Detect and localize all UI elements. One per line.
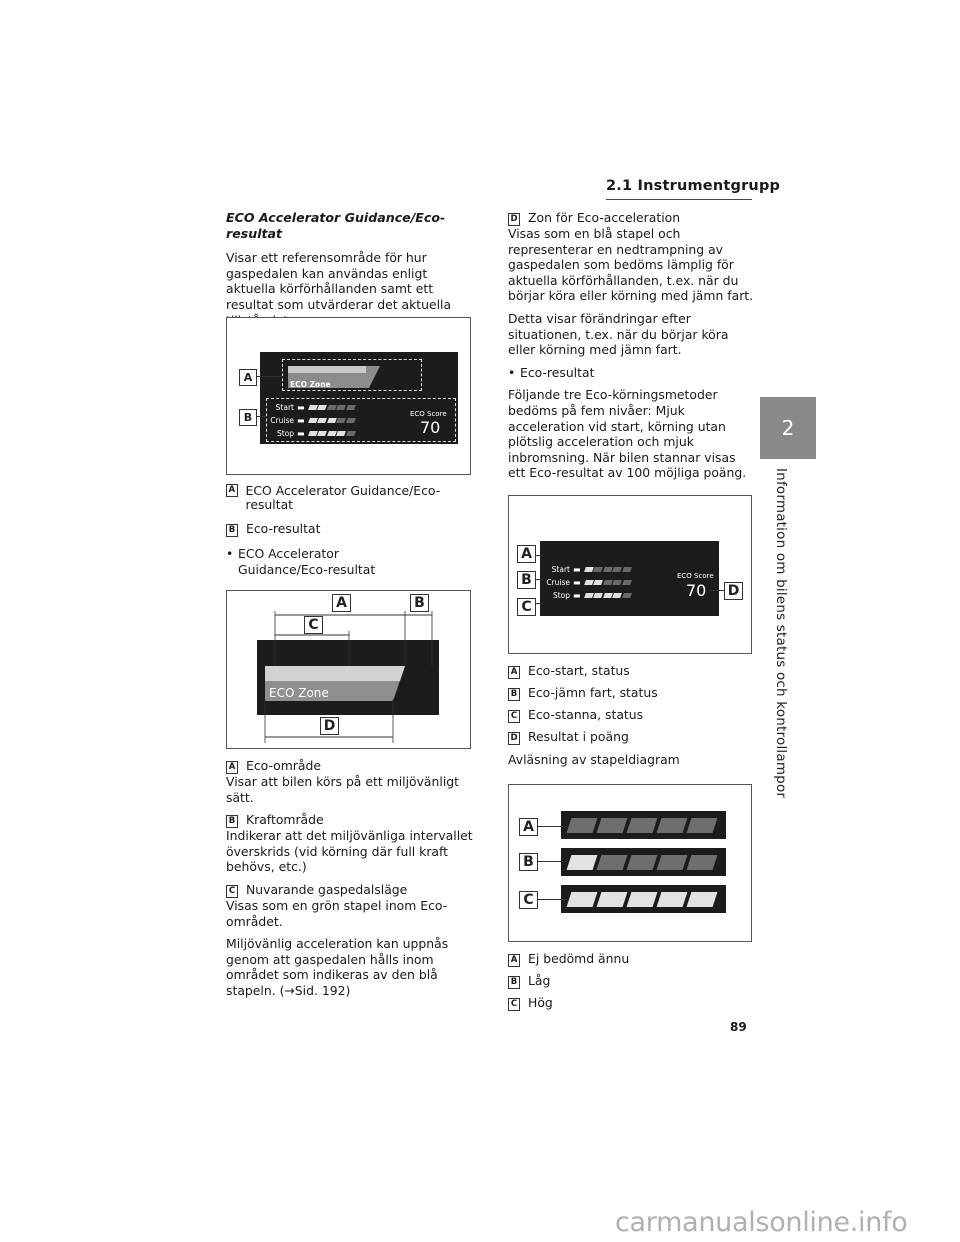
level-segment <box>567 818 598 833</box>
level-segment <box>584 567 594 572</box>
level-segment <box>567 855 598 870</box>
level-segment <box>622 593 632 598</box>
def-body-d1: Visas som en blå stapel och representerar en nedtrampning av gaspedalen som bedöms lämplig för aktuella körförhållanden, t.ex. när du börjar köra eller körning med jämn fart. <box>508 226 754 304</box>
callout-c: C <box>517 598 536 616</box>
score-row-label: Cruise <box>546 578 570 587</box>
def-key-a: A <box>226 761 238 774</box>
level-segment <box>627 818 658 833</box>
level-segment <box>593 567 603 572</box>
eco-score-value: 70 <box>420 418 441 437</box>
score-row <box>544 589 654 602</box>
callout-d: D <box>724 582 743 600</box>
chapter-title: Information om bilens status och kontrollampor <box>773 468 789 799</box>
display-screen <box>540 541 719 616</box>
level-segment <box>327 405 337 410</box>
watermark: carmanualsonline.info <box>615 1207 908 1238</box>
def-key-c: C <box>226 885 238 898</box>
eco-score-label: ECO Score <box>677 572 714 580</box>
score-row-label: Start <box>551 565 570 574</box>
fig3-legend <box>508 663 756 768</box>
callout-b: B <box>239 409 257 426</box>
level-bar <box>561 885 726 913</box>
level-bar <box>561 811 726 839</box>
def-body-c1: Visas som en grön stapel inom Eco-området. <box>226 897 448 929</box>
figure-eco-zone-detail <box>226 590 471 749</box>
level-segment <box>603 580 613 585</box>
legend-key-a: A <box>508 666 520 679</box>
level-segment <box>584 593 594 598</box>
level-segment <box>597 818 628 833</box>
left-definitions <box>226 758 476 999</box>
level-segment <box>317 405 327 410</box>
car-icon: ▬ <box>573 565 581 574</box>
level-segment <box>612 567 622 572</box>
legend-text-a: Eco-start, status <box>528 663 630 678</box>
car-icon: ▬ <box>297 429 305 438</box>
level-bars <box>561 811 726 922</box>
score-row <box>266 427 446 440</box>
callout-b: B <box>519 853 538 871</box>
leader-b <box>256 416 267 417</box>
level-segment <box>597 855 628 870</box>
level-segment <box>687 818 718 833</box>
eco-zone-label: ECO Zone <box>269 686 329 700</box>
leader-a <box>256 376 283 377</box>
car-icon: ▬ <box>297 416 305 425</box>
level-segment <box>308 418 318 423</box>
level-segment <box>612 580 622 585</box>
level-segment <box>687 892 718 907</box>
display-screen <box>260 352 458 444</box>
legend-key-c: C <box>508 998 520 1011</box>
legend-text-a: Ej bedömd ännu <box>528 951 630 966</box>
leader-a <box>537 826 567 827</box>
score-rows <box>544 563 654 602</box>
eco-score-label: ECO Score <box>410 410 447 418</box>
level-segment <box>627 855 658 870</box>
score-row <box>544 576 654 589</box>
power-zone-strip <box>265 666 405 681</box>
legend-text-c: Hög <box>528 995 553 1010</box>
eco-zone-diagram <box>227 591 470 748</box>
leader-d <box>709 590 724 591</box>
legend-text-c: Eco-stanna, status <box>528 707 644 722</box>
section-title: 2.1 Instrumentgrupp <box>606 178 781 194</box>
fig1-legend <box>226 484 476 577</box>
level-segment <box>308 405 318 410</box>
page-number: 89 <box>730 1020 747 1034</box>
def-title-a: Eco-område <box>246 758 321 773</box>
level-segment <box>327 418 337 423</box>
bar-chart-heading: Avläsning av stapeldiagram <box>508 752 680 767</box>
level-segment <box>336 405 346 410</box>
legend-key-b: B <box>508 976 520 989</box>
def-title-b: Kraftområde <box>246 812 324 828</box>
level-segment <box>346 431 356 436</box>
legend-text-b: Eco-jämn fart, status <box>528 685 658 700</box>
level-segment <box>346 405 356 410</box>
level-segment <box>327 431 337 436</box>
score-row-label: Stop <box>276 429 294 438</box>
level-bar <box>561 848 726 876</box>
level-segment <box>593 593 603 598</box>
callout-b: B <box>410 594 429 612</box>
level-segment <box>317 418 327 423</box>
car-icon: ▬ <box>573 578 581 587</box>
eco-zone-label: ECO Zone <box>290 380 331 389</box>
right-column-top <box>508 210 756 481</box>
def-body-c2: Miljövänlig acceleration kan uppnås genom att gaspedalen hålls inom området som indikeras av den blå stapeln. (→Sid. 192) <box>226 936 449 998</box>
level-segment <box>622 567 632 572</box>
legend-text-b: Eco-resultat <box>246 521 321 536</box>
score-row-label: Start <box>275 403 294 412</box>
fig4-legend <box>508 951 756 1011</box>
level-segment <box>612 593 622 598</box>
level-segment <box>603 593 613 598</box>
callout-a: A <box>332 594 351 612</box>
intro-paragraph: Visar ett referensområde för hur gaspedalen kan användas enligt aktuella körförhållanden samt ett resultat som utvärderar det aktuella <box>226 250 452 312</box>
callout-a: A <box>239 369 257 386</box>
bullet-dot: • <box>226 546 234 561</box>
chapter-number-tab[interactable]: 2 <box>760 397 816 459</box>
score-row-label: Stop <box>552 591 570 600</box>
leader-b <box>535 579 542 580</box>
level-segment <box>622 580 632 585</box>
level-segment <box>584 580 594 585</box>
leader-c <box>535 603 542 604</box>
legend-key-b: B <box>226 524 238 537</box>
figure-bar-levels <box>508 784 752 942</box>
legend-text-a: ECO Accelerator Guidance/Eco-resultat <box>245 483 441 512</box>
def-body-b: Indikerar att det miljövänliga intervallet överskrids (vid körning där full kraft behövs, etc.) <box>226 828 473 875</box>
car-icon: ▬ <box>573 591 581 600</box>
legend-key-d: D <box>508 732 520 745</box>
level-segment <box>593 580 603 585</box>
legend-key-b: B <box>508 688 520 701</box>
level-segment <box>687 855 718 870</box>
leader-b <box>537 861 567 862</box>
def-body-d2: Detta visar förändringar efter situationen, t.ex. när du börjar köra eller körning med jämn fart. <box>508 310 729 358</box>
level-segment <box>657 855 688 870</box>
legend-key-a: A <box>508 954 520 967</box>
def-body-a: Visar att bilen körs på ett miljövänligt sätt. <box>226 774 459 805</box>
scoring-paragraph: Följande tre Eco-körningsmetoder bedöms på fem nivåer: Mjuk acceleration vid start, körning utan plötslig acceleration och mjuk inbromsning. När bilen stannar visas ett Eco-resultat av 100 möjliga poäng. <box>508 387 747 481</box>
legend-key-c: C <box>508 710 520 723</box>
callout-a-frame <box>282 359 422 391</box>
bullet-text: Eco-resultat <box>520 364 595 380</box>
level-segment <box>317 431 327 436</box>
callout-b: B <box>517 571 536 589</box>
callout-a: A <box>519 818 538 836</box>
level-segment <box>657 892 688 907</box>
level-segment <box>336 431 346 436</box>
level-segment <box>346 418 356 423</box>
level-segment <box>657 818 688 833</box>
score-rows <box>266 401 446 440</box>
callout-c: C <box>519 891 538 909</box>
def-key-d: D <box>508 213 520 226</box>
section-heading: ECO Accelerator Guidance/Eco-resultat <box>226 210 446 241</box>
score-row-label: Cruise <box>270 416 294 425</box>
level-segment <box>308 431 318 436</box>
level-segment <box>603 567 613 572</box>
callout-c: C <box>304 616 323 634</box>
left-column <box>226 210 476 328</box>
bullet-text: ECO Accelerator Guidance/Eco-resultat <box>238 546 376 577</box>
leader-a <box>535 555 542 556</box>
car-icon: ▬ <box>297 403 305 412</box>
level-segment <box>336 418 346 423</box>
leader-c <box>537 899 567 900</box>
def-key-b: B <box>226 815 238 828</box>
legend-text-b: Låg <box>528 973 551 988</box>
level-segment <box>567 892 598 907</box>
eco-score-value: 70 <box>686 581 707 600</box>
level-segment <box>627 892 658 907</box>
legend-text-d: Resultat i poäng <box>528 729 629 744</box>
legend-key-a: A <box>226 484 238 497</box>
level-segment <box>597 892 628 907</box>
callout-a: A <box>517 545 536 563</box>
figure-eco-score <box>508 495 752 654</box>
score-row <box>544 563 654 576</box>
def-title-d: Zon för Eco-acceleration <box>528 210 681 225</box>
callout-d: D <box>320 717 339 735</box>
bullet-dot: • <box>508 364 516 380</box>
def-title-c: Nuvarande gaspedalsläge <box>246 881 408 897</box>
header-rule <box>606 199 752 200</box>
figure-eco-guidance <box>226 317 471 475</box>
